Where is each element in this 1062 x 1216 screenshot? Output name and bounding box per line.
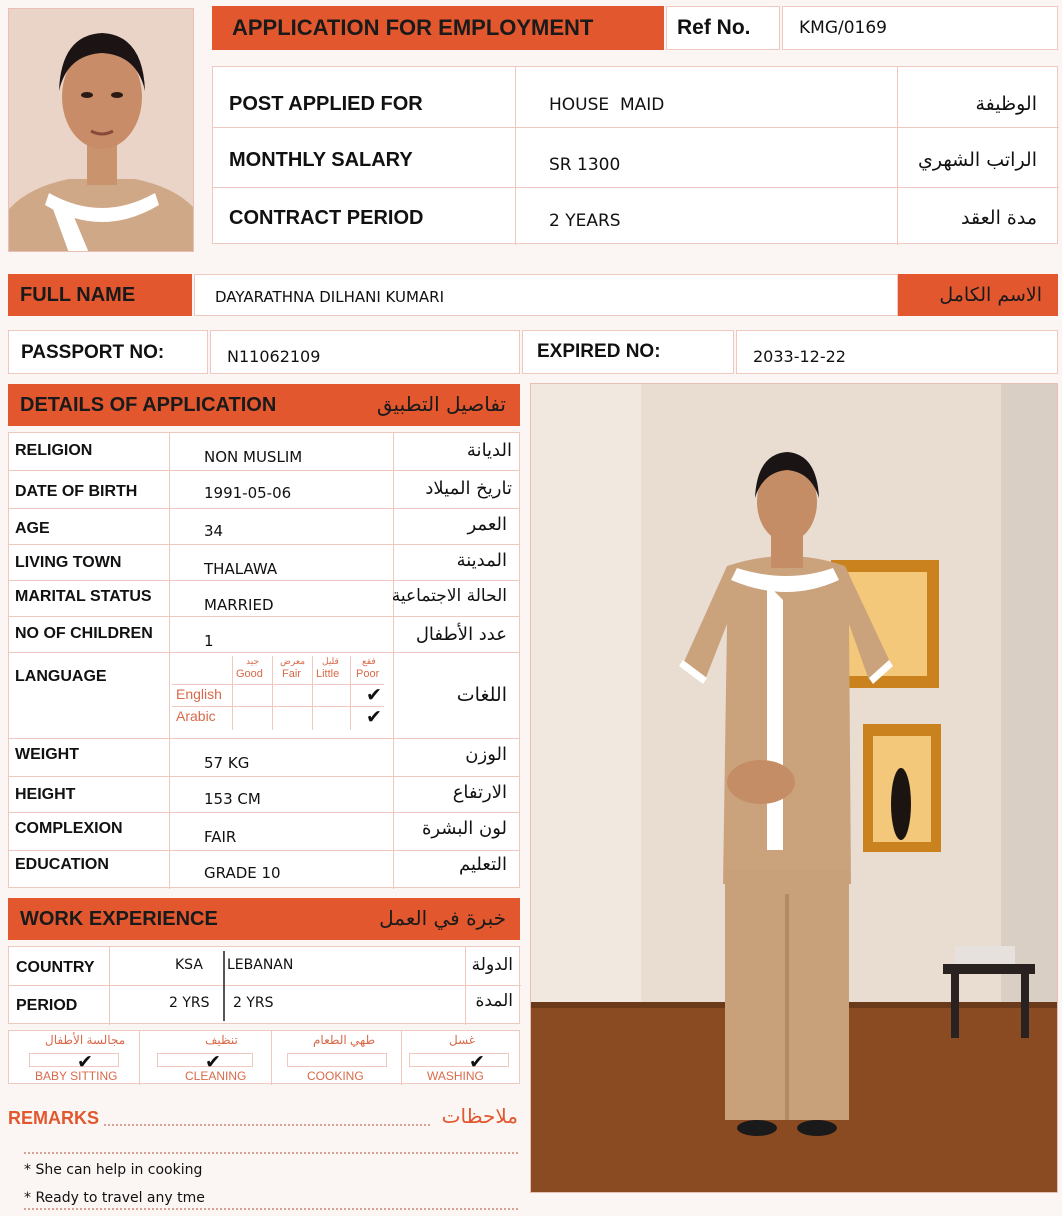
town-label: LIVING TOWN: [15, 554, 122, 571]
level-poor: Poor: [356, 668, 380, 680]
level-fair: Fair: [282, 668, 301, 680]
washing-check-icon: ✔: [469, 1051, 485, 1073]
salary-arabic: الراتب الشهري: [918, 149, 1037, 171]
remarks-label: REMARKS: [8, 1108, 100, 1128]
salary-label: MONTHLY SALARY: [229, 149, 413, 171]
form-title: [212, 6, 664, 50]
complexion-label: COMPLEXION: [15, 820, 123, 837]
contract-label: CONTRACT PERIOD: [229, 207, 424, 229]
work-table: [8, 946, 520, 1024]
age-value: 34: [204, 522, 224, 540]
level-little: Little: [316, 668, 340, 680]
arabic-poor-check-icon: ✔: [366, 706, 382, 728]
period-label: PERIOD: [16, 997, 78, 1014]
post-label: POST APPLIED FOR: [229, 93, 423, 115]
details-header: [8, 384, 520, 426]
level-poor-ar: فقع: [362, 656, 376, 666]
complexion-value: FAIR: [204, 828, 237, 846]
details-title: DETAILS OF APPLICATION: [20, 394, 277, 416]
language-arabic: اللغات: [456, 684, 507, 706]
age-arabic: العمر: [467, 514, 507, 535]
post-table: [212, 66, 1058, 244]
country-2: LEBANAN: [227, 957, 294, 973]
details-title-arabic: تفاصيل التطبيق: [376, 392, 506, 416]
height-arabic: الارتفاع: [452, 782, 507, 803]
skill-cooking-ar: طهي الطعام: [313, 1033, 376, 1047]
marital-arabic: الحالة الاجتماعية: [391, 586, 507, 606]
religion-arabic: الديانة: [466, 440, 512, 461]
dob-arabic: تاريخ الميلاد: [425, 478, 512, 499]
height-label: HEIGHT: [15, 786, 76, 803]
ref-value-text: KMG/0169: [799, 18, 887, 38]
post-arabic: الوظيفة: [975, 93, 1037, 115]
remark-line-1: * She can help in cooking: [24, 1162, 203, 1178]
education-arabic: التعليم: [459, 854, 507, 875]
dob-label: DATE OF BIRTH: [15, 483, 138, 500]
town-arabic: المدينة: [456, 550, 507, 571]
expired-value-text: 2033-12-22: [753, 347, 846, 366]
full-name-arabic-text: الاسم الكامل: [939, 284, 1042, 306]
language-grid: [172, 656, 392, 736]
contract-arabic: مدة العقد: [961, 207, 1037, 229]
country-arabic: الدولة: [471, 955, 513, 975]
skill-babysitting: BABY SITTING: [35, 1069, 118, 1083]
skills-row: [8, 1030, 520, 1084]
town-value: THALAWA: [204, 560, 278, 578]
skill-washing-ar: غسل: [449, 1033, 476, 1047]
passport-value: [210, 330, 520, 374]
passport-label: [8, 330, 208, 374]
religion-value: NON MUSLIM: [204, 448, 303, 466]
form-title-text: APPLICATION FOR EMPLOYMENT: [232, 15, 594, 40]
level-good: Good: [236, 668, 263, 680]
skill-babysitting-ar: مجالسة الأطفال: [45, 1033, 126, 1047]
remark-line-2: * Ready to travel any tme: [24, 1190, 205, 1206]
children-arabic: عدد الأطفال: [415, 624, 507, 645]
expired-label-text: EXPIRED NO:: [537, 341, 661, 362]
marital-value: MARRIED: [204, 596, 274, 614]
full-name-label-text: FULL NAME: [20, 284, 136, 306]
work-header: [8, 898, 520, 940]
period-arabic: المدة: [475, 991, 513, 1011]
post-value: HOUSE MAID: [549, 95, 665, 115]
weight-value: 57 KG: [204, 754, 250, 772]
lang-english: English: [176, 686, 222, 702]
expired-value: [736, 330, 1058, 374]
language-label: LANGUAGE: [15, 668, 107, 685]
children-label: NO OF CHILDREN: [15, 625, 153, 642]
children-value: 1: [204, 632, 214, 650]
level-fair-ar: معرض: [280, 656, 306, 666]
remarks-arabic: ملاحظات: [441, 1104, 518, 1128]
full-name-label: [8, 274, 192, 316]
education-value: GRADE 10: [204, 864, 281, 882]
country-1: KSA: [175, 957, 203, 973]
ref-label-text: Ref No.: [677, 16, 751, 39]
level-little-ar: قليل: [322, 656, 339, 666]
babysitting-check-icon: ✔: [77, 1051, 93, 1073]
religion-label: RELIGION: [15, 442, 93, 459]
ref-label: [666, 6, 780, 50]
complexion-arabic: لون البشرة: [421, 818, 507, 839]
cleaning-check-icon: ✔: [205, 1051, 221, 1073]
age-label: AGE: [15, 520, 50, 537]
skill-cleaning: CLEANING: [185, 1069, 247, 1083]
contract-value: 2 YEARS: [549, 211, 621, 231]
passport-label-text: PASSPORT NO:: [21, 342, 165, 363]
full-name-value: [194, 274, 898, 316]
salary-value: SR 1300: [549, 155, 621, 175]
weight-label: WEIGHT: [15, 746, 79, 763]
skill-cooking: COOKING: [307, 1069, 364, 1083]
work-title-arabic: خبرة في العمل: [379, 906, 506, 930]
skill-washing: WASHING: [427, 1069, 484, 1083]
weight-arabic: الوزن: [465, 744, 507, 765]
work-title: WORK EXPERIENCE: [20, 908, 218, 930]
period-1: 2 YRS: [169, 995, 210, 1011]
dob-value: 1991-05-06: [204, 484, 292, 502]
expired-label: [522, 330, 734, 374]
full-name-value-text: DAYARATHNA DILHANI KUMARI: [215, 288, 444, 306]
applicant-photo-small: [8, 8, 194, 252]
full-name-arabic: [898, 274, 1058, 316]
education-label: EDUCATION: [15, 856, 109, 873]
period-2: 2 YRS: [233, 995, 274, 1011]
height-value: 153 CM: [204, 790, 261, 808]
english-poor-check-icon: ✔: [366, 684, 382, 706]
applicant-photo-full: [530, 383, 1058, 1193]
skill-cleaning-ar: تنظيف: [205, 1033, 238, 1047]
level-good-ar: جيد: [246, 656, 260, 666]
country-label: COUNTRY: [16, 959, 95, 976]
ref-value: [782, 6, 1058, 50]
marital-label: MARITAL STATUS: [15, 588, 152, 605]
lang-arabic: Arabic: [176, 708, 216, 724]
passport-value-text: N11062109: [227, 347, 321, 366]
